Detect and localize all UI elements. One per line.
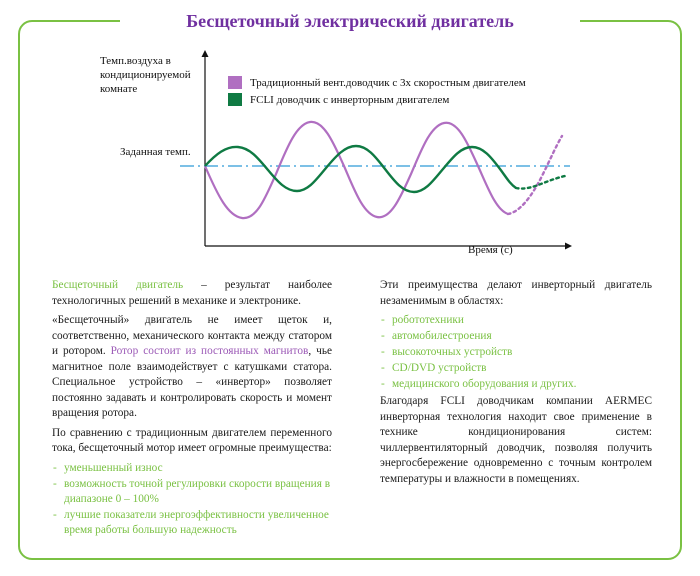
list-item: - CD/DVD устройств xyxy=(380,361,652,376)
x-axis-arrow-icon xyxy=(565,243,572,250)
x-axis-label: Время (с) xyxy=(468,244,513,256)
setpoint-label: Заданная темп. xyxy=(120,146,191,158)
left-paragraph-2 xyxy=(52,313,332,422)
left-p2-a: «Бесщеточный» двигатель не имеет щеток и, соответственно, механического контакта между статором и ротором. xyxy=(52,314,332,357)
series-traditional-line xyxy=(205,122,508,218)
list-item: - высокоточных устройств xyxy=(380,345,652,360)
right-bullet-list xyxy=(380,313,652,392)
left-p2-c: , чье магнитное поле взаимодействует с катушками статора. Специальное устройство – «инвертор» позволяет постоянно задавать и контролировать скорость и момент вращения ротора. xyxy=(52,345,332,419)
list-item: - возможность точной регулировки скорости вращения в диапазоне 0 – 100% xyxy=(52,477,332,507)
right-paragraph-1: Эти преимущества делают инверторный двигатель незаменимым в областях: xyxy=(380,279,652,307)
left-bullet-list xyxy=(52,461,332,538)
temperature-chart xyxy=(100,46,600,266)
list-item: - робототехники xyxy=(380,313,652,328)
list-item: - медицинского оборудования и других. xyxy=(380,377,652,392)
title-container xyxy=(120,6,580,36)
right-column xyxy=(380,278,652,491)
legend-label: Традиционный вент.доводчик с 3х скоростным двигателем xyxy=(250,76,526,89)
list-item: - лучшие показатели энергоэффективности увеличенное время работы большую надежность xyxy=(52,508,332,538)
left-p1-rest: – результат наиболее технологичных решений в механике и электронике. xyxy=(52,279,332,307)
y-axis-label: Темп.воздуха в кондиционируемой комнате xyxy=(100,55,191,95)
list-item: - уменьшенный износ xyxy=(52,461,332,476)
y-axis-arrow-icon xyxy=(202,50,209,57)
left-paragraph-3: По сравнению с традиционным двигателем переменного тока, бесщеточный мотор имеет огромные преимущества: xyxy=(52,426,332,454)
body-columns xyxy=(52,278,652,548)
list-item: - автомобилестроения xyxy=(380,329,652,344)
right-paragraph-2: Благодаря FCLI доводчикам компании AERMEC инверторная технология находит свое применение в технике кондиционирования систем: чиллервентиляторный доводчик, позволяя получить энергосбережение одновременно с точным контролем температуры и влажности в помещениях. xyxy=(380,395,652,485)
page-title: Бесщеточный электрический двигатель xyxy=(186,11,514,31)
left-column xyxy=(52,278,332,539)
left-p2-highlight: Ротор состоит из постоянных магнитов xyxy=(110,345,309,357)
left-p1-lead: Бесщеточный двигатель xyxy=(52,279,184,291)
left-paragraph-1 xyxy=(52,278,332,309)
series-fcli-line xyxy=(205,146,516,192)
chart-svg xyxy=(100,46,600,266)
legend-label: FCLI доводчик с инверторным двигателем xyxy=(250,93,450,106)
series-traditional-dotted-tail xyxy=(508,136,562,214)
